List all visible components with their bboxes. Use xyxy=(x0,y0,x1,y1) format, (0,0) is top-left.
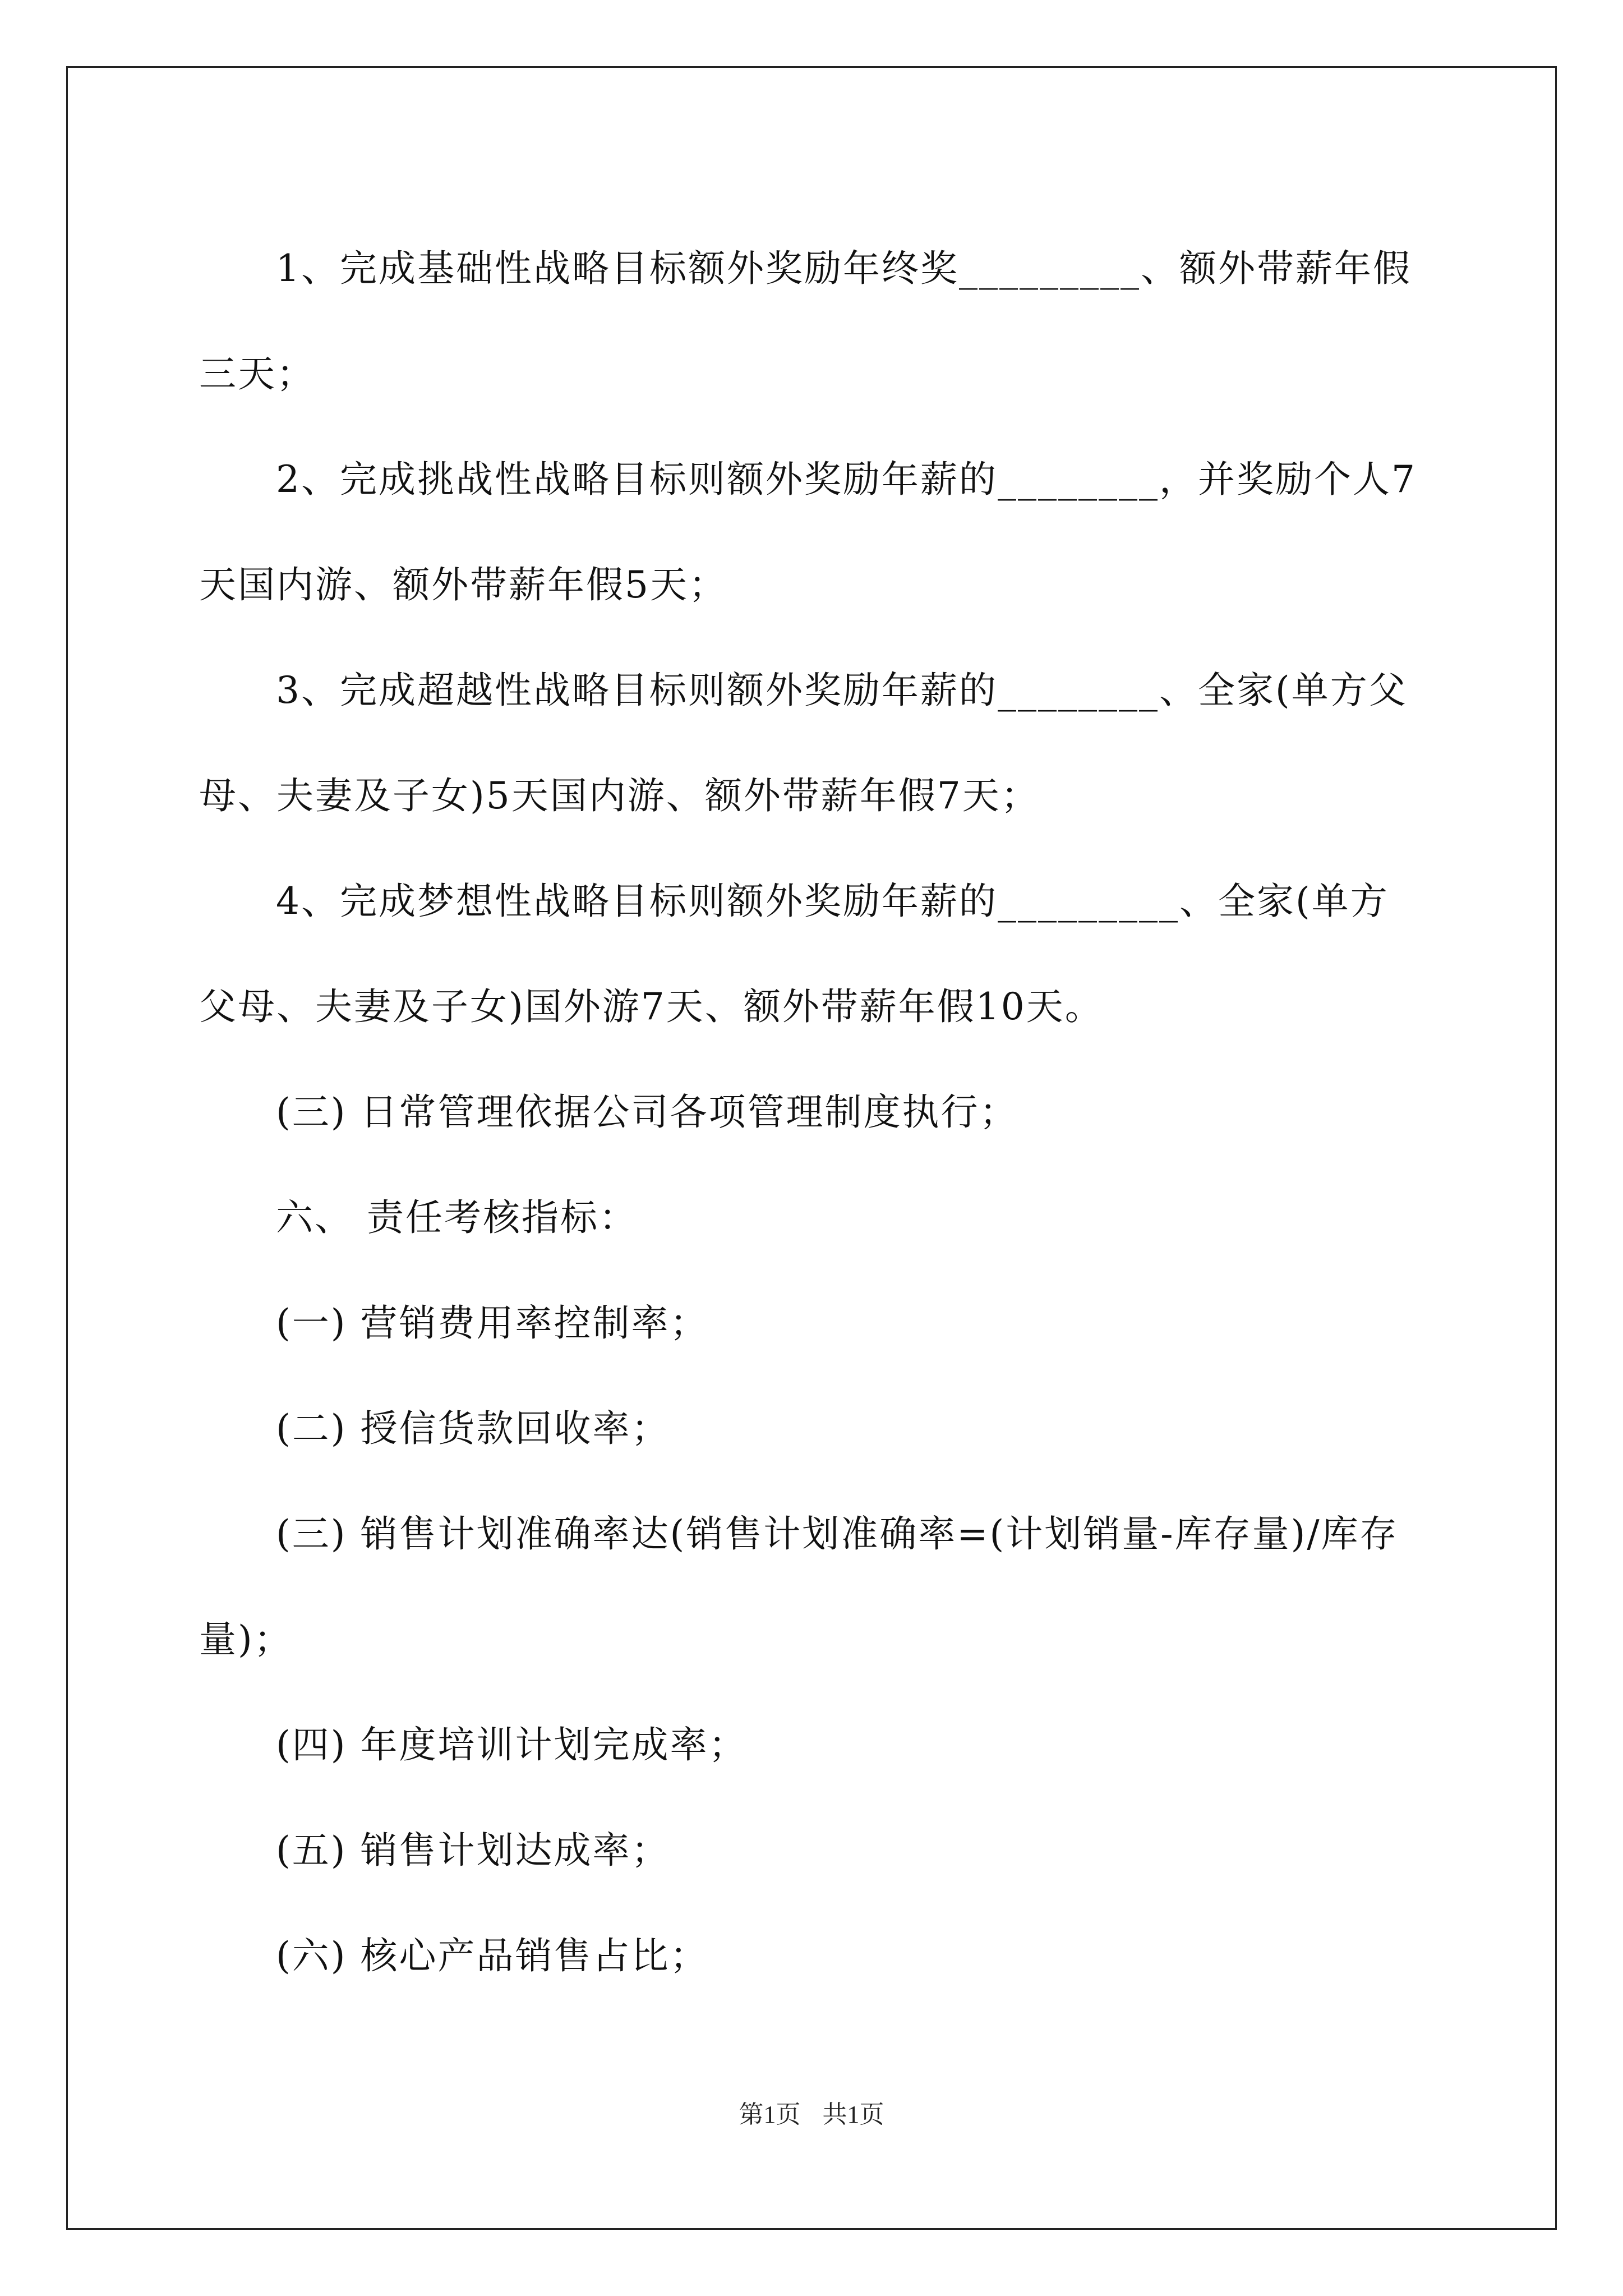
paragraph-credit-collection: (二) 授信货款回收率； xyxy=(276,1407,670,1450)
paragraph-sales-plan-accuracy: (三) 销售计划准确率达(销售计划准确率=(计划销量-库存量)/库存量)； xyxy=(199,1512,1399,1661)
paragraph-reward-surpass: 3、完成超越性战略目标则额外奖励年薪的________、全家(单方父母、夫妻及子女)5天国内游、额外带薪年假7天； xyxy=(199,669,1408,817)
paragraph-marketing-cost: (一) 营销费用率控制率； xyxy=(276,1301,709,1345)
page-number-total: 共1页 xyxy=(822,2101,884,2128)
paragraph-reward-basic: 1、完成基础性战略目标额外奖励年终奖_________、额外带薪年假三天； xyxy=(199,247,1412,395)
paragraph-sales-plan-achievement: (五) 销售计划达成率； xyxy=(276,1829,670,1872)
document-body xyxy=(199,216,1427,2009)
page-footer xyxy=(0,2098,1623,2132)
page-number-current: 第1页 xyxy=(739,2101,801,2128)
paragraph-reward-challenge: 2、完成挑战性战略目标则额外奖励年薪的________，并奖励个人7天国内游、额外带薪年假5天； xyxy=(199,458,1417,606)
paragraph-core-product-share: (六) 核心产品销售占比； xyxy=(276,1934,709,1977)
paragraph-daily-management: (三) 日常管理依据公司各项管理制度执行； xyxy=(276,1091,1018,1134)
paragraph-training-plan: (四) 年度培训计划完成率； xyxy=(276,1723,748,1766)
section-heading-assessment: 六、 责任考核指标： xyxy=(276,1196,638,1239)
paragraph-reward-dream: 4、完成梦想性战略目标则额外奖励年薪的_________、全家(单方父母、夫妻及子女)国外游7天、额外带薪年假10天。 xyxy=(199,880,1389,1028)
